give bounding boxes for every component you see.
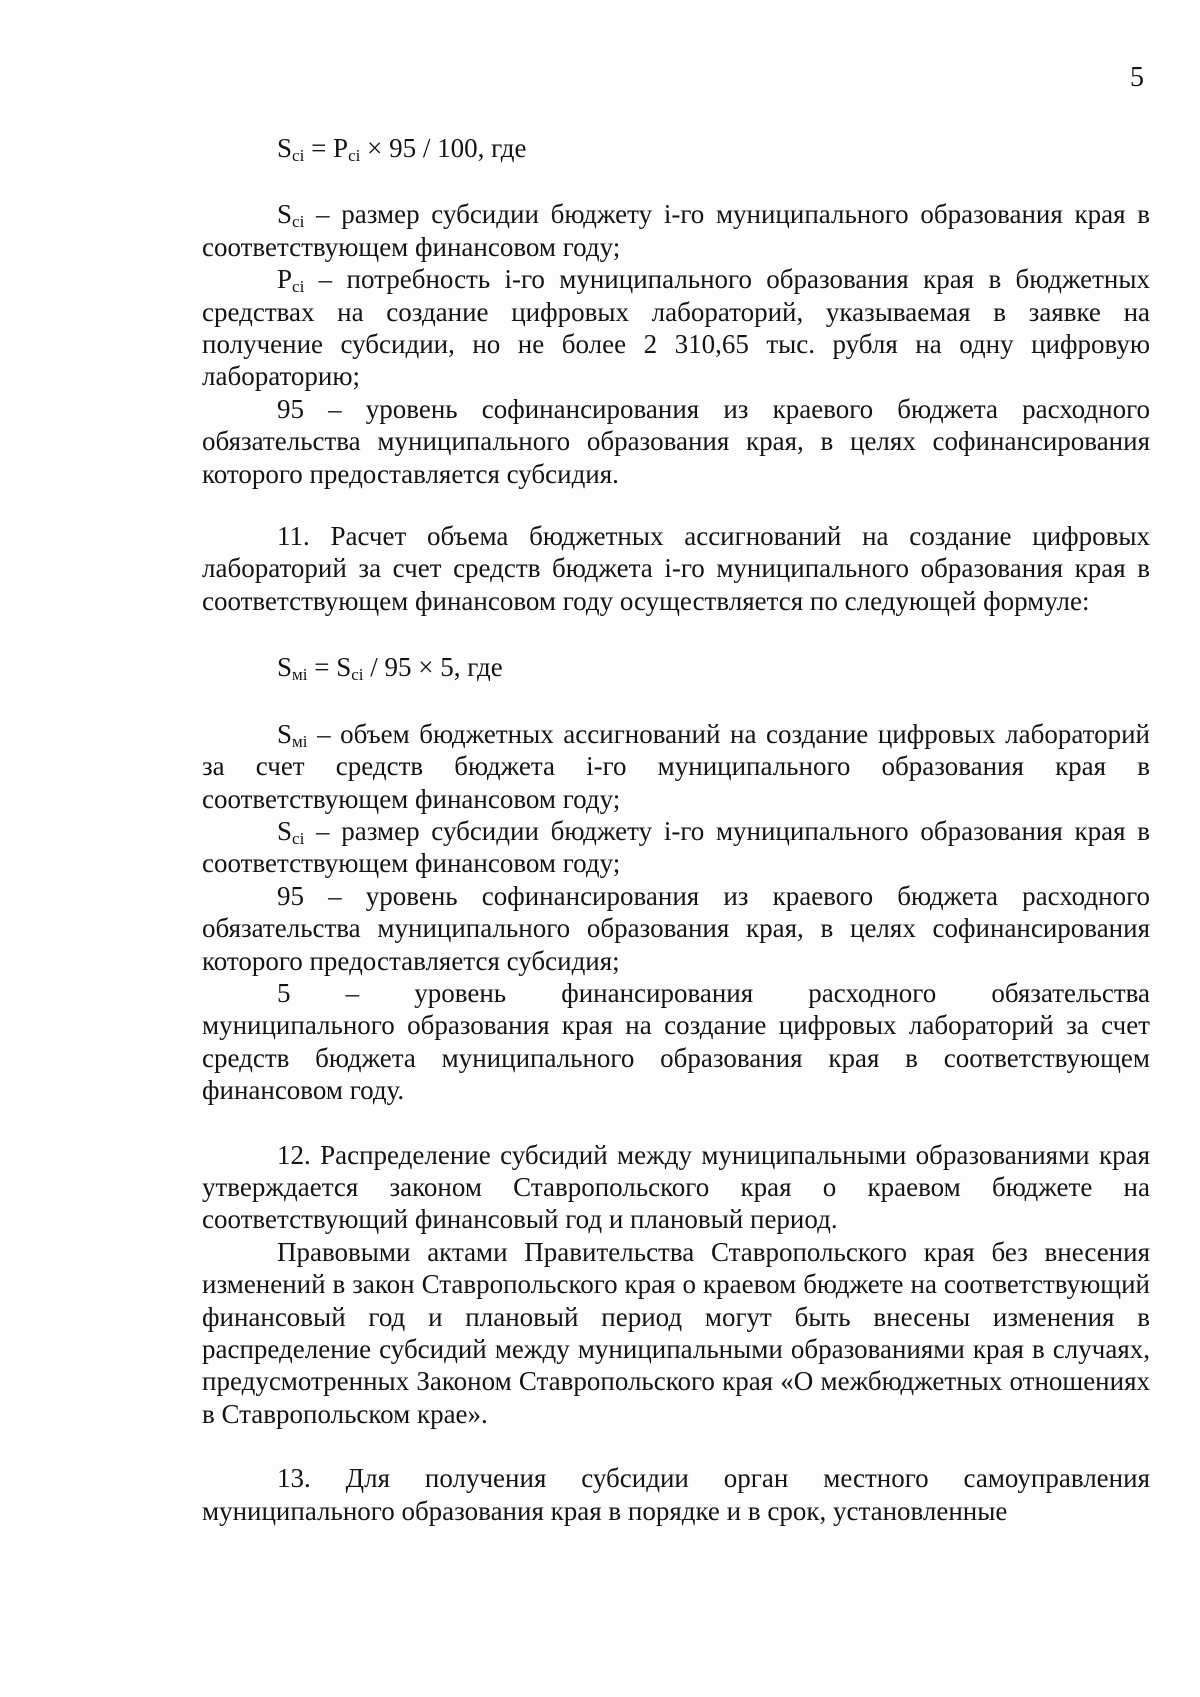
document-body [202,132,1150,1527]
formula-var: = P [304,133,349,163]
definition-text: – потребность i-го муниципального образования края в бюджетных средствах на создание цифровых лабораторий, указываемая в заявке на получение субсидии, но не более 2 310,65 тыс. рубля на одну цифровую лабораторию; [202,264,1150,392]
definition-smi [202,718,1150,815]
formula-subscript: мi [292,665,308,685]
formula-subscript: ci [292,146,305,165]
formula-municipal [202,651,1150,683]
word: 5 [277,977,291,1008]
var-symbol: S [277,718,293,749]
paragraph-13: 13. Для получения субсидии орган местного самоуправления муниципального образования края в порядке и в срок, установленные [202,1463,1150,1526]
var-subscript: ci [292,828,305,848]
paragraph-12: 12. Распределение субсидий между муниципальными образованиями края утверждается законом Ставропольского края о краевом бюджете на соответствующий финансовый год и плановый период. [202,1139,1150,1235]
definition-pci [202,263,1150,393]
formula-text: / 95 × 5, где [363,652,503,683]
var-symbol: S [277,815,293,846]
word: финансирования [561,977,754,1008]
paragraph-12-b: Правовыми актами Правительства Ставропольского края без внесения изменений в закон Ставропольского края о краевом бюджете на соответствующий финансовый год и плановый период могут быть внесены изменения в распределение субсидий между муниципальными образованиями края в случаях, предусмотренных Законом Ставропольского края «О межбюджетных отношениях в Ставропольском крае». [202,1236,1150,1429]
var-subscript: мi [292,731,308,751]
formula-subscript: ci [348,146,361,165]
word: уровень [414,977,507,1008]
var-subscript: ci [292,212,305,232]
definition-5-first-line [202,977,1150,1009]
definition-text: – размер субсидии бюджету i-го муниципального образования края в соответствующем финансовом году; [202,199,1150,262]
var-symbol: P [277,264,293,295]
word: обязательства [991,977,1150,1008]
var-symbol: S [277,199,293,230]
definition-95-2: 95 – уровень софинансирования из краевого бюджета расходного обязательства муниципального образования края, в целях софинансирования которого предоставляется субсидия; [202,880,1150,976]
formula-subscript: ci [351,665,364,685]
definition-text: – объем бюджетных ассигнований на создание цифровых лабораторий за счет средств бюджета i-го муниципального образования края в соответствующем финансовом году; [202,718,1150,814]
definition-5-rest: муниципального образования края на создание цифровых лабораторий за счет средств бюджета муниципального образования края в соответствующем финансовом году. [202,1010,1150,1106]
definition-95: 95 – уровень софинансирования из краевого бюджета расходного обязательства муниципального образования края, в целях софинансирования которого предоставляется субсидия. [202,393,1150,489]
formula-subsidy [202,132,1150,164]
word: – [345,977,360,1008]
word: расходного [808,977,937,1008]
formula-var: S [277,652,293,683]
definition-sci [202,198,1150,263]
var-subscript: ci [292,277,305,297]
page-number: 5 [1130,62,1144,93]
formula-var: S [277,133,293,163]
definition-sci-2 [202,815,1150,880]
definition-text: – размер субсидии бюджету i-го муниципального образования края в соответствующем финансовом году; [202,815,1150,879]
formula-var: = S [307,652,352,683]
formula-text: × 95 / 100, где [360,133,527,163]
paragraph-11: 11. Расчет объема бюджетных ассигнований на создание цифровых лабораторий за счет средств бюджета i-го муниципального образования края в соответствующем финансовом году осуществляется по следующей формуле: [202,521,1150,616]
